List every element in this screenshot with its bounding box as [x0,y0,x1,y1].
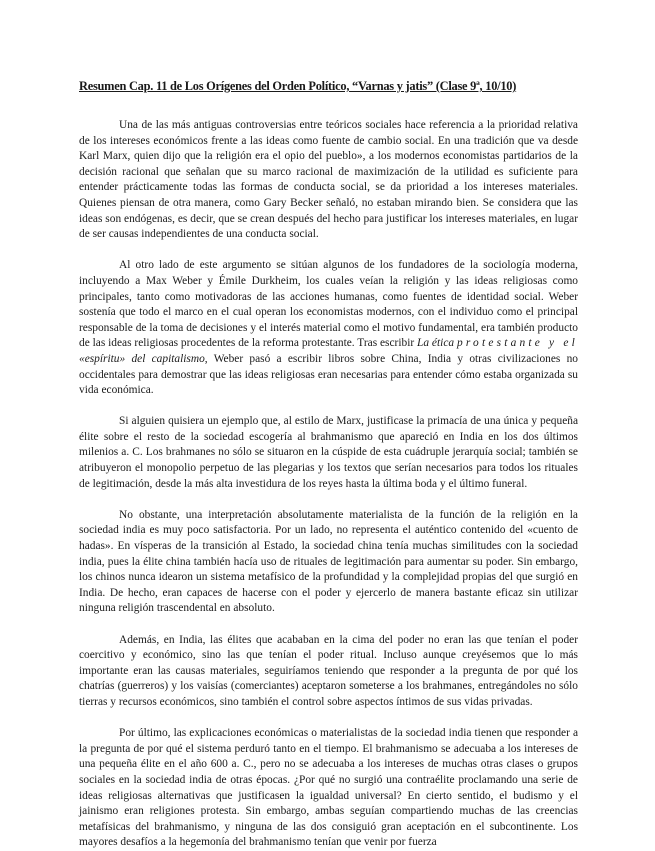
book-title-part-1: La ética [417,337,455,350]
paragraph-6: Por último, las explicaciones económicas o materialistas de la sociedad india tienen que responder a la pregunta de por qué el sistema perduró tanto en el tiempo. El brahmanismo se adecuaba a los intereses de una pequeña élite en el año 600 a. C., pero no se adecuaba a los intereses de muchas otras clases o grupos sociales en la sociedad india de otras épocas. ¿Por qué no surgió una contraélite proclamando una serie de ideas religiosas alternativas que justificasen la igualdad universal? En cierto sentido, el budismo y el jainismo eran religiones protesta. Sin embargo, ambas seguían compartiendo muchas de las creencias metafísicas del brahmanismo, y ninguna de las dos consiguió gran aceptación en el subcontinente. Los mayores desafíos a la hegemonía del brahmanismo tenían que venir por fuerza [79,727,578,849]
document-body [79,118,578,851]
paragraph-2-text-before: Al otro lado de este argumento se sitúan algunos de los fundadores de la sociología moderna, incluyendo a Max Weber y Émile Durkheim, los cuales veían la religión y las ideas religiosas como principales, tanto como motivadoras de las acciones humanas, como fuentes de identidad social. Weber sostenía que todo el marco en el cual operan los economistas modernos, con el individuo como el principal responsable de la toma de decisiones y el interés material como el motivo fundamental, era también producto de las ideas religiosas procedentes de la reforma protestante. Tras escribir [79,259,578,350]
paragraph-5: Además, en India, las élites que acababan en la cima del poder no eran las que tenían el poder coercitivo y económico, sino las que tenían el poder ritual. Incluso aunque creyésemos que lo más importante eran las causas materiales, seguiríamos teniendo que responder a la pregunta de por qué los chatrías (guerreros) y los vaisías (comerciantes) aceptaron someterse a los brahmanes, entregándoles no sólo tierras y recursos económicos, sino también el control sobre aspectos íntimos de sus vidas privadas. [79,633,578,708]
book-title-part-3: «espíritu» del capitalismo [79,352,205,365]
document-title: Resumen Cap. 11 de Los Orígenes del Orden Político, “Varnas y jatis” (Clase 9ª, 10/10) [79,79,517,93]
paragraph-3: Si alguien quisiera un ejemplo que, al estilo de Marx, justificase la primacía de una única y pequeña élite sobre el resto de la sociedad escogería al brahmanismo que apareció en India en los dos últimos milenios a. C. Los brahmanes no sólo se situaron en la cúspide de esta cuádruple jerarquía social; también se atribuyeron el monopolio perpetuo de las plegarias y los textos que serían necesarios para todos los rituales de legitimación, desde la más alta investidura de los reyes hasta la última boda y el último funeral. [79,415,578,490]
paragraph-2 [79,258,578,398]
book-title-part-2: protestante y el [456,337,578,350]
paragraph-4: No obstante, una interpretación absolutamente materialista de la función de la religión en la sociedad india es muy poco satisfactoria. Por un lado, no representa el auténtico contenido del «cuento de hadas». En vísperas de la transición al Estado, la sociedad china tenía muchas similitudes con la sociedad india, pues la élite china también hacía uso de rituales de legitimación para aumentar su poder. Sin embargo, los chinos nunca idearon un sistema metafísico de la profundidad y la complejidad propias del que surgió en India. De hecho, eran capaces de hacerse con el poder y ejercerlo de manera bastante eficaz sin utilizar ninguna religión trascendental en absoluto. [79,508,578,615]
paragraph-1: Una de las más antiguas controversias entre teóricos sociales hace referencia a la prioridad relativa de los intereses económicos frente a las ideas como fuente de cambio social. En una tradición que va desde Karl Marx, quien dijo que la religión era el opio del pueblo», a los modernos economistas partidarios de la decisión racional que señalan que su marco racional de maximización de la utilidad es suficiente para entender prácticamente todas las formas de conducta social, se da prioridad a los intereses materiales. Quienes piensan de otra manera, como Gary Becker señaló, no estaban mirando bien. Se considera que las ideas son endógenas, es decir, que se crean después del hecho para justificar los intereses materiales, en lugar de ser causas independientes de una conducta social. [79,119,578,241]
paragraph-2-text-after: , Weber pasó a escribir libros sobre China, India y otras civilizaciones no occidentales para demostrar que las ideas religiosas eran necesarias para entender cómo estaba organizada su vida económica. [79,352,578,397]
